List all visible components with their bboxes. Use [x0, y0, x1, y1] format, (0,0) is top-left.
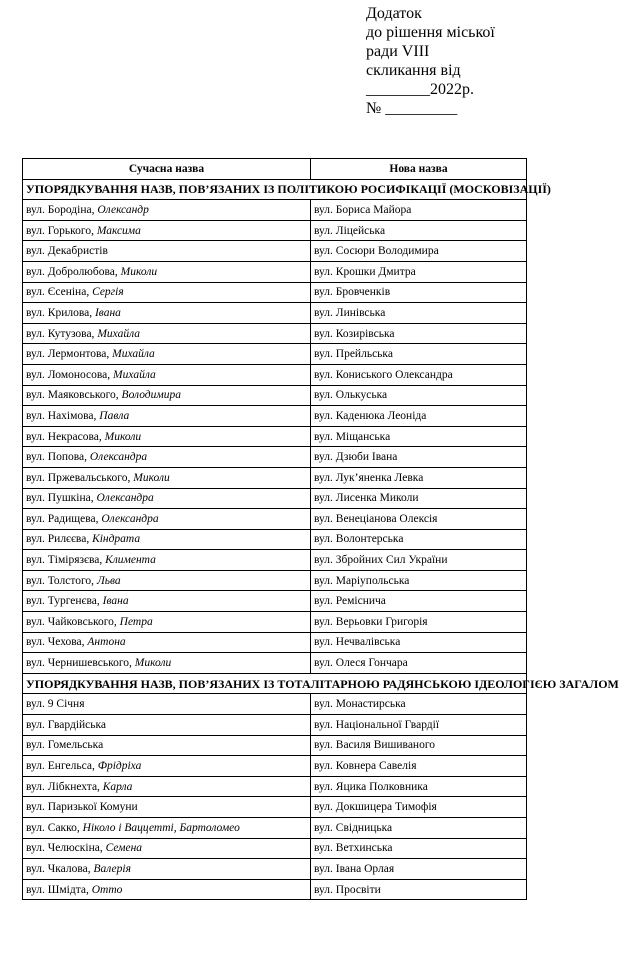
- new-name-cell: вул. Реміснича: [311, 591, 527, 612]
- street-current-label: вул. Тімірязєва,: [26, 554, 106, 567]
- current-name-cell: [23, 467, 311, 488]
- new-name-cell: вул. Дзюби Івана: [311, 447, 527, 468]
- street-person-name: Миколи: [134, 657, 172, 670]
- new-name-cell: вул. Ветхинська: [311, 838, 527, 859]
- new-name-cell: вул. Бровченків: [311, 282, 527, 303]
- section-header-row: [23, 673, 527, 694]
- table-row: [23, 529, 527, 550]
- street-person-name: Миколи: [104, 430, 142, 443]
- table-row: [23, 570, 527, 591]
- table-row: [23, 220, 527, 241]
- street-current-label: вул. Кутузова,: [26, 327, 98, 340]
- street-current-label: вул. Шмідта,: [26, 883, 92, 896]
- new-name-cell: вул. Лук’яненка Левка: [311, 467, 527, 488]
- annex-line-decision: до рішення міської: [366, 24, 495, 41]
- street-person-name: Івана: [94, 306, 121, 319]
- table-row: [23, 859, 527, 880]
- new-name-cell: вул. Яцика Полковника: [311, 776, 527, 797]
- new-name-cell: вул. Монастирська: [311, 694, 527, 715]
- street-current-label: вул. Чернишевського,: [26, 657, 135, 670]
- table-row: [23, 694, 527, 715]
- street-current-label: вул. Декабристів: [26, 245, 108, 258]
- header-new-name: Нова назва: [311, 159, 527, 180]
- new-name-cell: вул. Міщанська: [311, 426, 527, 447]
- street-person-name: Павла: [99, 409, 130, 422]
- street-person-name: Миколи: [120, 265, 158, 278]
- table-header-row: [23, 159, 527, 180]
- table-row: [23, 344, 527, 365]
- current-name-cell: [23, 200, 311, 221]
- street-person-name: Антона: [87, 636, 126, 649]
- current-name-cell: [23, 879, 311, 900]
- street-current-label: вул. Горького,: [26, 224, 97, 237]
- current-name-cell: [23, 426, 311, 447]
- street-person-name: Фрідріха: [97, 760, 142, 773]
- current-name-cell: [23, 323, 311, 344]
- table-row: [23, 715, 527, 736]
- current-name-cell: [23, 241, 311, 262]
- new-name-cell: вул. Свідницька: [311, 818, 527, 839]
- table-row: [23, 323, 527, 344]
- street-current-label: вул. Челюскіна,: [26, 842, 106, 855]
- table-row: [23, 612, 527, 633]
- current-name-cell: [23, 797, 311, 818]
- table-row: [23, 735, 527, 756]
- street-person-name: Петра: [119, 615, 153, 628]
- table-row: [23, 797, 527, 818]
- current-name-cell: [23, 776, 311, 797]
- current-name-cell: [23, 488, 311, 509]
- current-name-cell: [23, 406, 311, 427]
- street-person-name: Володимира: [121, 389, 181, 402]
- street-current-label: вул. Добролюбова,: [26, 265, 121, 278]
- current-name-cell: [23, 570, 311, 591]
- annex-line-number: № _________: [366, 100, 458, 117]
- current-name-cell: [23, 653, 311, 674]
- section-header-row: [23, 179, 527, 200]
- street-current-label: вул. Енгельса,: [26, 760, 98, 773]
- section-title: УПОРЯДКУВАННЯ НАЗВ, ПОВ’ЯЗАНИХ ІЗ ПОЛІТИКОЮ РОСИФІКАЦІЇ (МОСКОВІЗАЦІЇ): [23, 179, 527, 200]
- current-name-cell: [23, 344, 311, 365]
- new-name-cell: вул. Линівська: [311, 303, 527, 324]
- street-person-name: Максима: [96, 224, 141, 237]
- new-name-cell: вул. Каденюка Леоніда: [311, 406, 527, 427]
- new-name-cell: вул. Олеся Гончара: [311, 653, 527, 674]
- street-current-label: вул. Маяковського,: [26, 389, 122, 402]
- table-row: [23, 303, 527, 324]
- street-current-label: вул. Чкалова,: [26, 862, 94, 875]
- street-current-label: вул. Сакко,: [26, 821, 83, 834]
- table-row: [23, 653, 527, 674]
- annex-title: Додаток: [366, 5, 422, 22]
- new-name-cell: вул. Маріупольська: [311, 570, 527, 591]
- street-current-label: вул. Чайковського,: [26, 615, 120, 628]
- table-row: [23, 509, 527, 530]
- street-current-label: вул. Бородіна,: [26, 203, 98, 216]
- current-name-cell: [23, 282, 311, 303]
- annex-line-date: ________2022р.: [366, 81, 474, 98]
- current-name-cell: [23, 220, 311, 241]
- street-current-label: вул. Попова,: [26, 451, 90, 464]
- table-row: [23, 406, 527, 427]
- table-row: [23, 550, 527, 571]
- table-row: [23, 776, 527, 797]
- new-name-cell: вул. Просвіти: [311, 879, 527, 900]
- street-person-name: Карла: [102, 780, 133, 793]
- street-current-label: вул. Паризької Комуни: [26, 801, 138, 814]
- new-name-cell: вул. Кониського Олександра: [311, 364, 527, 385]
- table-row: [23, 632, 527, 653]
- street-current-label: вул. Лібкнехта,: [26, 780, 103, 793]
- new-name-cell: вул. Козирівська: [311, 323, 527, 344]
- street-person-name: Ніколо і Ваццетті, Бартоломео: [82, 821, 240, 834]
- new-name-cell: вул. Національної Гвардії: [311, 715, 527, 736]
- table-row: [23, 364, 527, 385]
- header-current-name: Сучасна назва: [23, 159, 311, 180]
- new-name-cell: вул. Сосюри Володимира: [311, 241, 527, 262]
- street-current-label: вул. Пушкіна,: [26, 492, 97, 505]
- current-name-cell: [23, 447, 311, 468]
- current-name-cell: [23, 859, 311, 880]
- street-person-name: Михайла: [112, 348, 155, 361]
- street-current-label: вул. Рилєєва,: [26, 533, 93, 546]
- new-name-cell: вул. Лисенка Миколи: [311, 488, 527, 509]
- street-current-label: вул. Толстого,: [26, 574, 97, 587]
- new-name-cell: вул. Василя Вишиваного: [311, 735, 527, 756]
- annex-line-convocation: скликання від: [366, 62, 461, 79]
- current-name-cell: [23, 818, 311, 839]
- current-name-cell: [23, 735, 311, 756]
- new-name-cell: вул. Венеціанова Олексія: [311, 509, 527, 530]
- street-person-name: Миколи: [133, 471, 170, 484]
- street-current-label: вул. Пржевальського,: [26, 471, 134, 484]
- new-name-cell: вул. Нечвалівська: [311, 632, 527, 653]
- new-name-cell: вул. Волонтерська: [311, 529, 527, 550]
- table-row: [23, 467, 527, 488]
- street-current-label: вул. Тургенєва,: [26, 595, 103, 608]
- street-current-label: вул. Лермонтова,: [26, 348, 113, 361]
- street-person-name: Кіндрата: [92, 533, 141, 546]
- new-name-cell: вул. Ліцейська: [311, 220, 527, 241]
- current-name-cell: [23, 529, 311, 550]
- street-person-name: Валерія: [93, 862, 131, 875]
- table-row: [23, 838, 527, 859]
- street-person-name: Олександр: [97, 203, 149, 216]
- street-person-name: Олександра: [96, 492, 154, 505]
- new-name-cell: вул. Крошки Дмитра: [311, 261, 527, 282]
- current-name-cell: [23, 591, 311, 612]
- table-row: [23, 447, 527, 468]
- annex-line-council: ради VIII: [366, 43, 430, 60]
- table-body: [23, 179, 619, 900]
- renaming-table: [22, 158, 619, 900]
- street-current-label: вул. Радищева,: [26, 512, 102, 525]
- annex-block: [366, 4, 541, 118]
- current-name-cell: [23, 756, 311, 777]
- street-person-name: Сергія: [92, 286, 124, 299]
- table-row: [23, 756, 527, 777]
- street-current-label: вул. Нахімова,: [26, 409, 100, 422]
- street-person-name: Михайла: [97, 327, 140, 340]
- current-name-cell: [23, 261, 311, 282]
- current-name-cell: [23, 385, 311, 406]
- new-name-cell: вул. Олькуська: [311, 385, 527, 406]
- current-name-cell: [23, 303, 311, 324]
- current-name-cell: [23, 694, 311, 715]
- current-name-cell: [23, 364, 311, 385]
- current-name-cell: [23, 715, 311, 736]
- new-name-cell: вул. Івана Орлая: [311, 859, 527, 880]
- table-row: [23, 282, 527, 303]
- street-person-name: Михайла: [113, 368, 156, 381]
- street-current-label: вул. Крилова,: [26, 306, 95, 319]
- street-person-name: Олександра: [89, 451, 148, 464]
- table-row: [23, 488, 527, 509]
- street-current-label: вул. Некрасова,: [26, 430, 105, 443]
- table-row: [23, 200, 527, 221]
- street-person-name: Олександра: [101, 512, 159, 525]
- street-current-label: вул. Гомельська: [26, 739, 104, 752]
- street-current-label: вул. Ломоносова,: [26, 368, 114, 381]
- table-row: [23, 426, 527, 447]
- current-name-cell: [23, 838, 311, 859]
- street-person-name: Отто: [91, 883, 123, 896]
- street-current-label: вул. Єсеніна,: [26, 286, 93, 299]
- new-name-cell: вул. Ковнера Савелія: [311, 756, 527, 777]
- street-person-name: Льва: [96, 574, 121, 587]
- new-name-cell: вул. Бориса Майора: [311, 200, 527, 221]
- new-name-cell: вул. Збройних Сил України: [311, 550, 527, 571]
- current-name-cell: [23, 509, 311, 530]
- new-name-cell: вул. Докшицера Тимофія: [311, 797, 527, 818]
- table-row: [23, 261, 527, 282]
- street-current-label: вул. Гвардійська: [26, 718, 107, 731]
- street-current-label: вул. Чехова,: [26, 636, 88, 649]
- table-row: [23, 818, 527, 839]
- street-person-name: Климента: [105, 554, 156, 567]
- section-title: УПОРЯДКУВАННЯ НАЗВ, ПОВ’ЯЗАНИХ ІЗ ТОТАЛІТАРНОЮ РАДЯНСЬКОЮ ІДЕОЛОГІЄЮ ЗАГАЛОМ: [23, 673, 527, 694]
- table-row: [23, 591, 527, 612]
- table-row: [23, 385, 527, 406]
- current-name-cell: [23, 612, 311, 633]
- new-name-cell: вул. Верьовки Григорія: [311, 612, 527, 633]
- current-name-cell: [23, 550, 311, 571]
- table-row: [23, 241, 527, 262]
- street-person-name: Семена: [105, 842, 143, 855]
- street-current-label: вул. 9 Січня: [26, 698, 85, 711]
- new-name-cell: вул. Прейльська: [311, 344, 527, 365]
- current-name-cell: [23, 632, 311, 653]
- table-row: [23, 879, 527, 900]
- street-person-name: Івана: [102, 595, 129, 608]
